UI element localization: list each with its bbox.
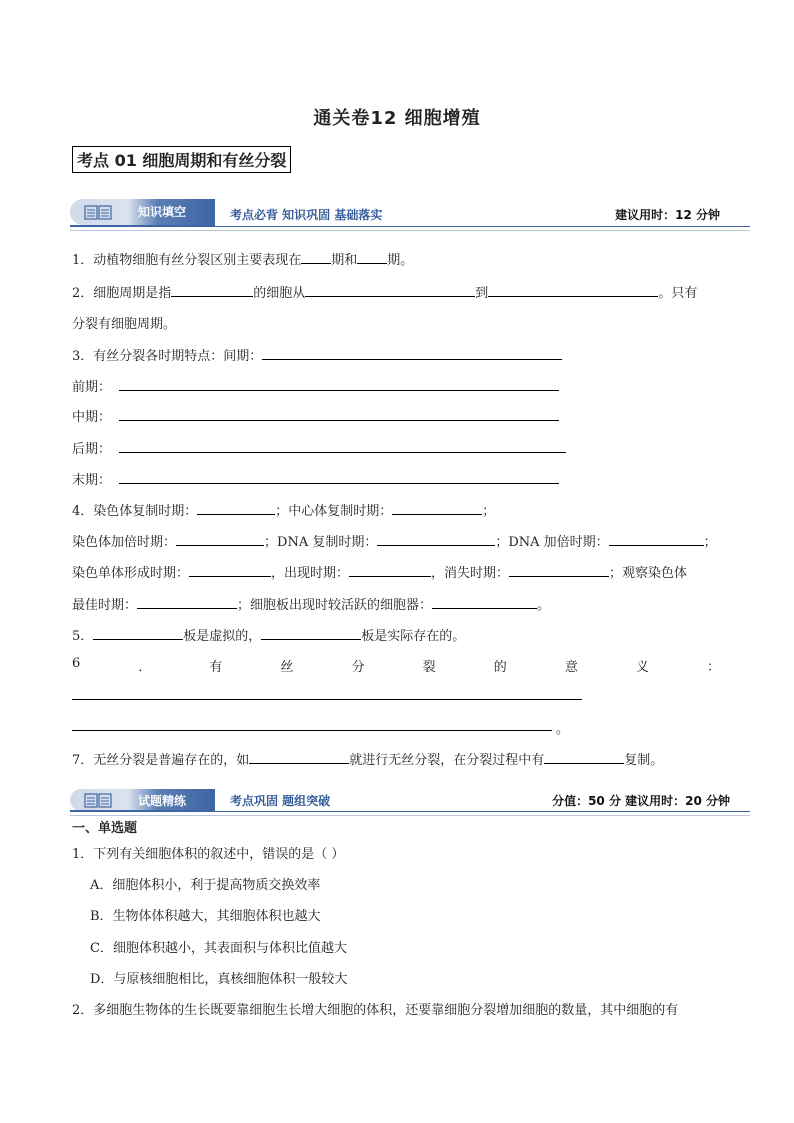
q5-text: 5．	[72, 629, 94, 644]
mc1-option-b[interactable]: B．生物体体积越大，其细胞体积也越大	[90, 909, 321, 924]
q6-end: 。	[556, 722, 570, 737]
q1-text: 1．动植物细胞有丝分裂区别主要表现在	[72, 253, 302, 268]
question-4-line3	[72, 562, 687, 581]
q3-label: 前期：	[72, 380, 112, 395]
q4-text: ；细胞板出现时较活跃的细胞器：	[237, 598, 433, 613]
q6-char: 意	[564, 660, 578, 675]
section-heading: 一、单选题	[72, 821, 138, 836]
q6-char: 有	[209, 660, 223, 675]
blank[interactable]	[119, 408, 559, 421]
blank[interactable]	[72, 699, 582, 700]
q3-text: 3．有丝分裂各时期特点：间期：	[72, 349, 263, 364]
q6-char: 的	[493, 660, 507, 675]
question-6	[72, 656, 720, 675]
q6-char: 分	[351, 660, 365, 675]
q4-text: ；DNA 加倍时期：	[495, 535, 609, 550]
banner-underline	[70, 225, 215, 227]
q4-text: 。	[537, 598, 551, 613]
mc2-stem: 2．多细胞生物体的生长既要靠细胞生长增大细胞的体积，还要靠细胞分裂增加细胞的数量，其中细胞的有	[72, 1003, 679, 1018]
q4-text: ；DNA 复制时期：	[264, 535, 378, 550]
q4-text: ；观察染色体	[609, 566, 688, 581]
blank[interactable]	[93, 627, 183, 640]
q2-text: 的细胞从	[253, 286, 306, 301]
blank[interactable]	[488, 284, 658, 297]
q4-text: 4．染色体复制时期：	[72, 504, 198, 519]
blank[interactable]	[609, 533, 704, 546]
q4-text: ，消失时期：	[431, 566, 510, 581]
blank[interactable]	[349, 564, 431, 577]
blank[interactable]	[197, 502, 275, 515]
banner-tab	[70, 199, 215, 225]
page-title: 通关卷12 细胞增殖	[313, 108, 481, 129]
q7-text: 就进行无丝分裂，在分裂过程中有	[349, 753, 545, 768]
blank[interactable]	[509, 564, 609, 577]
book-icon	[84, 205, 112, 220]
mc1-stem: 1．下列有关细胞体积的叙述中，错误的是（ ）	[72, 847, 345, 862]
question-4-line2	[72, 531, 717, 550]
q3-prophase	[72, 376, 559, 395]
banner-underline	[70, 810, 215, 812]
q6-char: 丝	[280, 660, 294, 675]
question-2	[72, 282, 697, 301]
blank[interactable]	[305, 284, 475, 297]
blank[interactable]	[119, 440, 566, 453]
banner-tab	[70, 789, 215, 811]
question-4	[72, 500, 495, 519]
banner-practice	[70, 788, 750, 812]
question-7	[72, 749, 663, 768]
q7-text: 7．无丝分裂是普遍存在的，如	[72, 753, 250, 768]
mc1-option-d[interactable]: D．与原核细胞相比，真核细胞体积一般较大	[90, 972, 348, 987]
q4-text: ；	[703, 535, 717, 550]
blank[interactable]	[432, 596, 537, 609]
q1-text: 期。	[387, 253, 414, 268]
blank[interactable]	[392, 502, 482, 515]
question-5	[72, 625, 465, 644]
banner-label: 试题精练	[138, 794, 187, 808]
blank[interactable]	[72, 730, 552, 731]
q6-char: 6	[72, 656, 81, 671]
q2-text: 到	[475, 286, 489, 301]
q5-text: 板是虚拟的，	[183, 629, 262, 644]
q4-text: ，出现时期：	[271, 566, 350, 581]
banner-rule-light	[70, 230, 750, 231]
q1-text: 期和	[331, 253, 358, 268]
suggested-time: 建议用时：12 分钟	[615, 208, 720, 222]
question-2-cont: 分裂有细胞周期。	[72, 317, 177, 332]
q6-char: ．	[138, 660, 152, 675]
blank[interactable]	[119, 471, 559, 484]
blank[interactable]	[176, 533, 264, 546]
mc1-option-c[interactable]: C．细胞体积越小，其表面积与体积比值越大	[90, 941, 347, 956]
q6-char: 裂	[422, 660, 436, 675]
question-1	[72, 249, 413, 268]
banner-rule-light	[70, 815, 750, 816]
blank[interactable]	[262, 347, 562, 360]
q3-label: 中期：	[72, 410, 112, 425]
q4-text: 染色体加倍时期：	[72, 535, 177, 550]
q3-telophase	[72, 469, 559, 488]
blank[interactable]	[249, 751, 349, 764]
blank[interactable]	[171, 284, 253, 297]
blank[interactable]	[357, 251, 387, 264]
question-3	[72, 345, 562, 364]
question-4-line4	[72, 594, 550, 613]
banner-label: 知识填空	[138, 205, 187, 219]
mc1-option-a[interactable]: A．细胞体积小，利于提高物质交换效率	[90, 878, 321, 893]
q3-label: 末期：	[72, 473, 112, 488]
blank[interactable]	[119, 378, 559, 391]
score-and-time: 分值：50 分 建议用时：20 分钟	[552, 794, 730, 808]
blank[interactable]	[189, 564, 271, 577]
q2-text: 。只有	[658, 286, 698, 301]
blank[interactable]	[261, 627, 361, 640]
banner-rule	[215, 811, 750, 812]
kaodian-heading: 考点 01 细胞周期和有丝分裂	[72, 146, 291, 173]
banner-tagline: 考点必背 知识巩固 基础落实	[230, 208, 383, 222]
q5-text: 板是实际存在的。	[361, 629, 466, 644]
q4-text: 最佳时期：	[72, 598, 138, 613]
q3-label: 后期：	[72, 442, 112, 457]
q4-text: 染色单体形成时期：	[72, 566, 190, 581]
blank[interactable]	[137, 596, 237, 609]
q6-char: ：	[706, 660, 720, 675]
banner-rule	[215, 226, 750, 227]
blank[interactable]	[544, 751, 624, 764]
banner-knowledge	[70, 197, 750, 227]
blank[interactable]	[301, 251, 331, 264]
q4-text: ；中心体复制时期：	[275, 504, 393, 519]
q2-text: 2．细胞周期是指	[72, 286, 172, 301]
blank[interactable]	[377, 533, 495, 546]
q6-char: 义	[635, 660, 649, 675]
q7-text: 复制。	[624, 753, 664, 768]
book-icon	[84, 793, 112, 808]
q4-text: ；	[482, 504, 496, 519]
banner-tagline: 考点巩固 题组突破	[230, 794, 331, 808]
q3-metaphase	[72, 406, 559, 425]
q3-anaphase	[72, 438, 566, 457]
